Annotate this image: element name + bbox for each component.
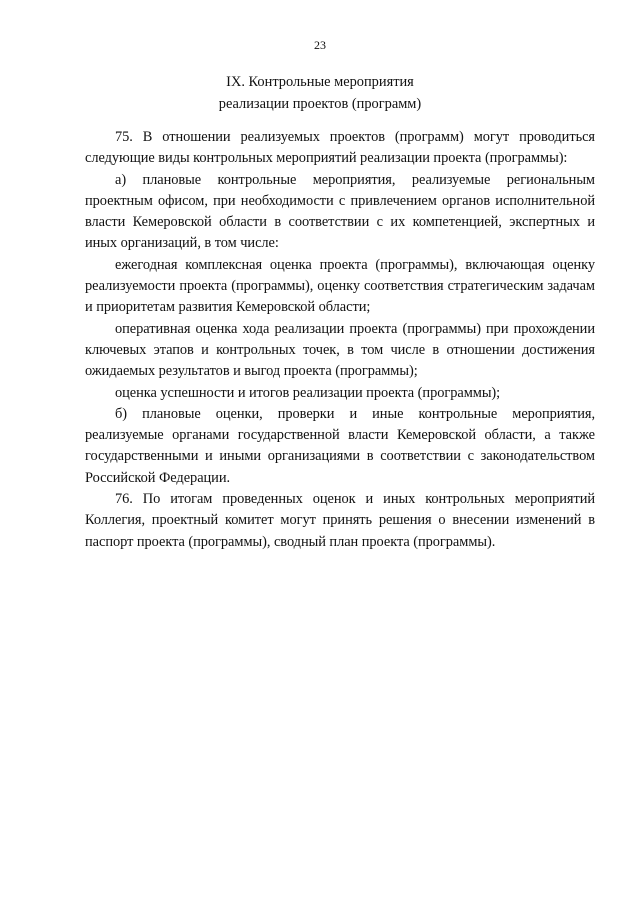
paragraph-success-assessment: оценка успешности и итогов реализации проекта (программы); xyxy=(115,384,501,401)
paragraph-operational-assessment: оперативная оценка хода реализации проекта (программы) при прохождении ключевых этапов и контрольных точек, в том числе в отношении достижения ожидаемых результатов и выгод проекта (программы); xyxy=(85,320,595,380)
paragraph-76: 76. По итогам проведенных оценок и иных контрольных мероприятий Коллегия, проектный комитет могут принять решения о внесении изменений в паспорт проекта (программы), сводный план проекта (программы). xyxy=(85,491,595,550)
paragraph-annual-assessment: ежегодная комплексная оценка проекта (программы), включающая оценку реализуемости проекта (программы), оценку соответствия стратегическим задачам и приоритетам развития Кемеровской области; xyxy=(85,256,595,316)
paragraph-75: 75. В отношении реализуемых проектов (программ) могут проводиться следующие виды контрольных мероприятий реализации проекта (программы): xyxy=(85,129,595,167)
paragraph-item-b: б) плановые оценки, проверки и иные контрольные мероприятия, реализуемые органами государственной власти Кемеровской области, а также государственными и иными организациями в соответствии с законодательством Российской Федерации. xyxy=(85,405,595,486)
section-heading-line-2: реализации проектов (программ) xyxy=(218,96,422,112)
paragraph-item-a: а) плановые контрольные мероприятия, реализуемые региональным проектным офисом, при необходимости с привлечением органов исполнительной власти Кемеровской области в соответствии с их компетенцией, экспертных и иных организаций, в том числе: xyxy=(85,171,595,252)
page-number: 23 xyxy=(314,38,326,52)
document-body xyxy=(85,127,595,553)
section-heading xyxy=(0,71,640,115)
section-heading-line-1: IX. Контрольные мероприятия xyxy=(226,74,414,90)
